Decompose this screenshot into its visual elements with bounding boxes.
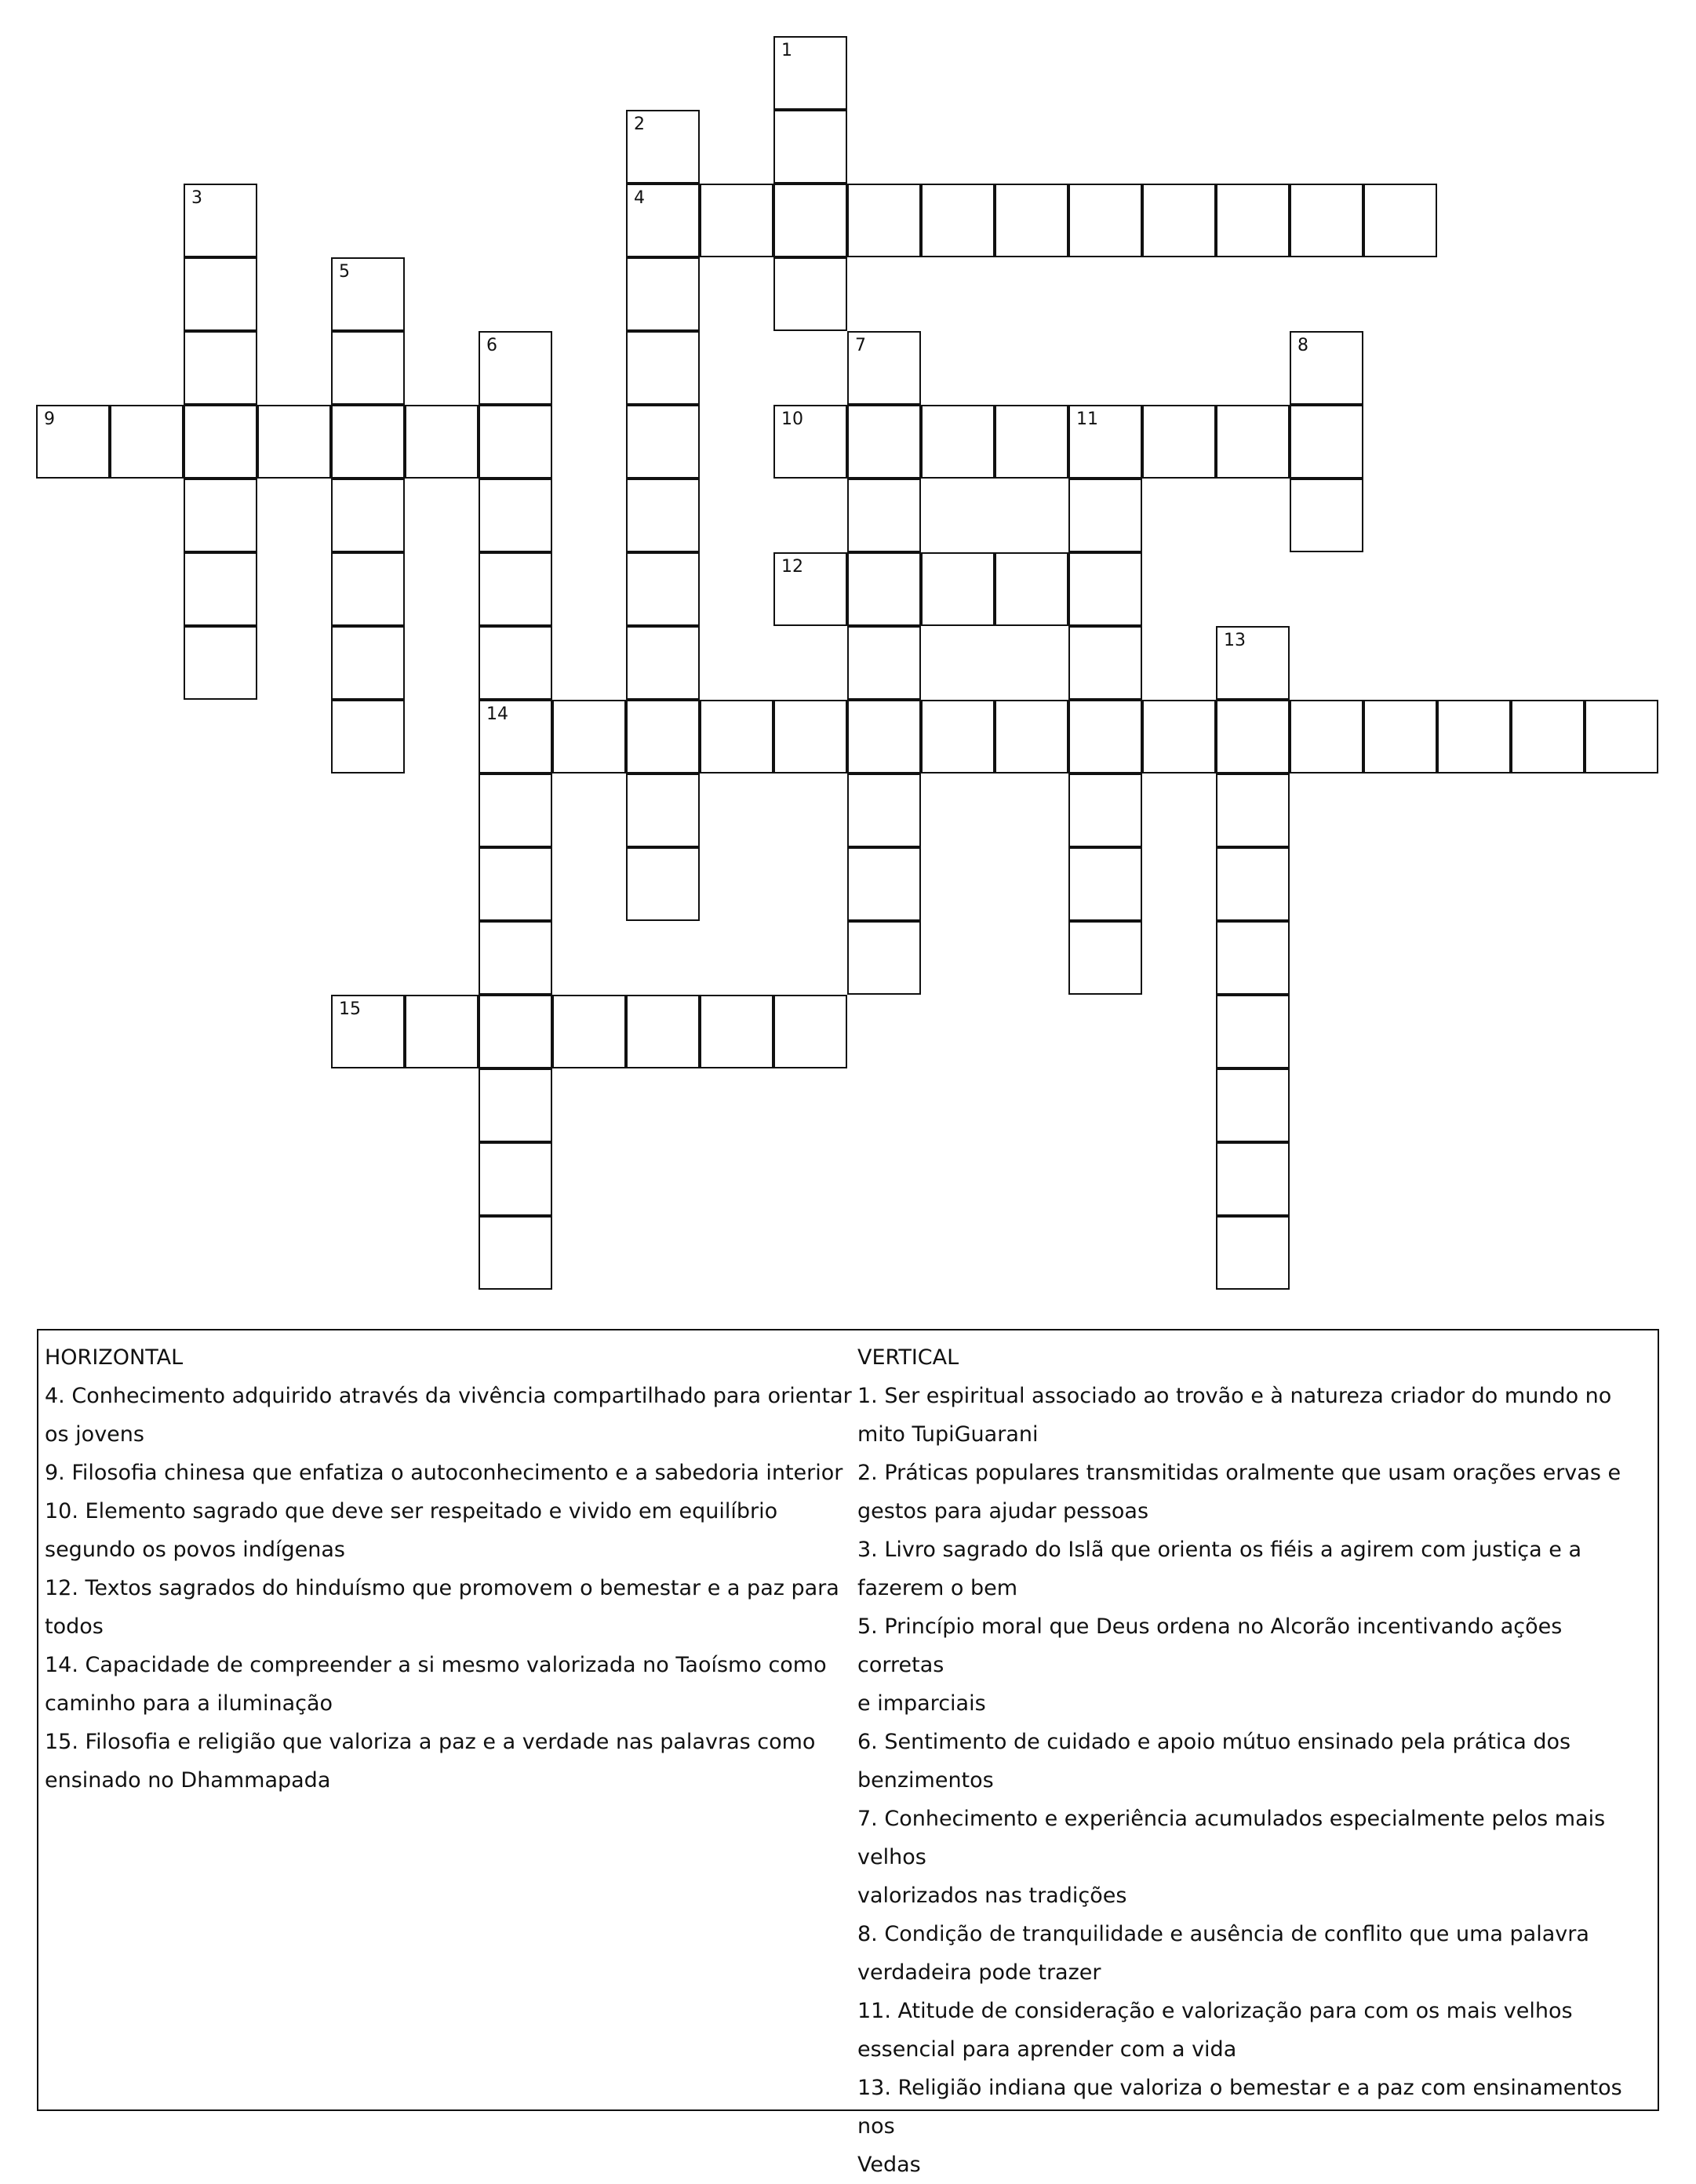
grid-cell[interactable] <box>1068 184 1142 257</box>
grid-cell[interactable] <box>847 921 921 995</box>
clue-number: 8 <box>1297 336 1308 355</box>
clue-line: 10. Elemento sagrado que deve ser respeitado e vivido em equilíbrio <box>45 1499 778 1523</box>
grid-cell[interactable] <box>1290 184 1363 257</box>
grid-cell[interactable] <box>1363 184 1437 257</box>
clue-line: 2. Práticas populares transmitidas oralmente que usam orações ervas e <box>857 1461 1621 1485</box>
grid-cell[interactable] <box>331 552 405 626</box>
grid-cell[interactable] <box>1290 700 1363 774</box>
grid-cell[interactable] <box>1216 1142 1290 1216</box>
grid-cell[interactable] <box>184 405 257 479</box>
grid-cell[interactable] <box>1437 700 1511 774</box>
clue-number: 11 <box>1076 410 1098 429</box>
grid-cell[interactable] <box>626 331 700 405</box>
clue-number: 3 <box>191 188 202 208</box>
grid-cell[interactable] <box>626 405 700 479</box>
grid-cell[interactable] <box>1585 700 1658 774</box>
grid-cell[interactable] <box>331 257 405 331</box>
grid-cell[interactable] <box>847 184 921 257</box>
grid-cell[interactable] <box>184 552 257 626</box>
grid-cell[interactable] <box>184 331 257 405</box>
grid-cell[interactable] <box>921 405 995 479</box>
grid-cell[interactable] <box>1068 626 1142 700</box>
grid-cell[interactable] <box>626 700 700 774</box>
grid-cell[interactable] <box>773 184 847 257</box>
grid-cell[interactable] <box>1216 405 1290 479</box>
clue-line: Vedas <box>857 2153 921 2177</box>
clue-line: benzimentos <box>857 1768 994 1793</box>
clue-number: 2 <box>634 115 645 134</box>
clue-line: 12. Textos sagrados do hinduísmo que promovem o bemestar e a paz para <box>45 1576 839 1600</box>
clue-line: 8. Condição de tranquilidade e ausência de conflito que uma palavra <box>857 1922 1589 1946</box>
grid-cell[interactable] <box>1216 700 1290 774</box>
horizontal-title: HORIZONTAL <box>45 1345 184 1370</box>
clue-number: 9 <box>44 410 55 429</box>
clue-line: 4. Conhecimento adquirido através da vivência compartilhado para orientar <box>45 1384 852 1408</box>
grid-cell[interactable] <box>995 552 1068 626</box>
clue-line: mito TupiGuarani <box>857 1422 1039 1447</box>
clue-line: caminho para a iluminação <box>45 1691 333 1716</box>
clue-number: 13 <box>1224 631 1246 650</box>
grid-cell[interactable] <box>331 995 405 1068</box>
grid-cell[interactable] <box>36 405 110 479</box>
grid-cell[interactable] <box>479 405 552 479</box>
grid-cell[interactable] <box>773 700 847 774</box>
clue-line: gestos para ajudar pessoas <box>857 1499 1149 1523</box>
grid-cell[interactable] <box>847 405 921 479</box>
grid-cell[interactable] <box>1068 921 1142 995</box>
grid-cell[interactable] <box>995 184 1068 257</box>
grid-cell[interactable] <box>1290 479 1363 552</box>
grid-cell[interactable] <box>700 700 773 774</box>
grid-cell[interactable] <box>626 626 700 700</box>
grid-cell[interactable] <box>1142 184 1216 257</box>
grid-cell[interactable] <box>552 995 626 1068</box>
grid-cell[interactable] <box>626 184 700 257</box>
clue-number: 1 <box>781 41 792 60</box>
grid-cell[interactable] <box>331 700 405 774</box>
grid-cell[interactable] <box>479 847 552 921</box>
grid-cell[interactable] <box>1216 921 1290 995</box>
grid-cell[interactable] <box>847 847 921 921</box>
grid-cell[interactable] <box>331 479 405 552</box>
grid-cell[interactable] <box>184 626 257 700</box>
grid-cell[interactable] <box>847 774 921 847</box>
clue-number: 7 <box>855 336 866 355</box>
clue-line: 1. Ser espiritual associado ao trovão e à natureza criador do mundo no <box>857 1384 1612 1408</box>
grid-cell[interactable] <box>626 995 700 1068</box>
grid-cell[interactable] <box>700 184 773 257</box>
grid-cell[interactable] <box>1216 847 1290 921</box>
grid-cell[interactable] <box>773 257 847 331</box>
grid-cell[interactable] <box>552 700 626 774</box>
grid-cell[interactable] <box>479 552 552 626</box>
clue-line: ensinado no Dhammapada <box>45 1768 331 1793</box>
clue-line: verdadeira pode trazer <box>857 1960 1101 1985</box>
grid-cell[interactable] <box>257 405 331 479</box>
grid-cell[interactable] <box>1068 774 1142 847</box>
clue-line: 11. Atitude de consideração e valorização para com os mais velhos <box>857 1999 1573 2023</box>
grid-cell[interactable] <box>626 552 700 626</box>
grid-cell[interactable] <box>479 995 552 1068</box>
grid-cell[interactable] <box>626 479 700 552</box>
grid-cell[interactable] <box>773 36 847 110</box>
clue-number: 12 <box>781 557 803 577</box>
grid-cell[interactable] <box>184 257 257 331</box>
grid-cell[interactable] <box>773 405 847 479</box>
grid-cell[interactable] <box>847 552 921 626</box>
grid-cell[interactable] <box>1511 700 1585 774</box>
grid-cell[interactable] <box>1216 1216 1290 1290</box>
grid-cell[interactable] <box>626 774 700 847</box>
grid-cell[interactable] <box>1216 995 1290 1068</box>
clue-line: fazerem o bem <box>857 1576 1017 1600</box>
grid-cell[interactable] <box>921 184 995 257</box>
grid-cell[interactable] <box>773 110 847 184</box>
clue-line: essencial para aprender com a vida <box>857 2037 1237 2062</box>
grid-cell[interactable] <box>479 1216 552 1290</box>
grid-cell[interactable] <box>847 626 921 700</box>
grid-cell[interactable] <box>405 405 479 479</box>
clue-line: 3. Livro sagrado do Islã que orienta os fiéis a agirem com justiça e a <box>857 1538 1581 1562</box>
grid-cell[interactable] <box>921 552 995 626</box>
grid-cell[interactable] <box>479 700 552 774</box>
clue-number: 14 <box>486 704 508 724</box>
grid-cell[interactable] <box>995 405 1068 479</box>
grid-cell[interactable] <box>1142 700 1216 774</box>
clue-number: 5 <box>339 262 350 282</box>
grid-cell[interactable] <box>626 847 700 921</box>
grid-cell[interactable] <box>1216 184 1290 257</box>
grid-cell[interactable] <box>479 626 552 700</box>
grid-cell[interactable] <box>479 1068 552 1142</box>
grid-cell[interactable] <box>995 700 1068 774</box>
grid-cell[interactable] <box>626 110 700 184</box>
grid-cell[interactable] <box>700 995 773 1068</box>
grid-cell[interactable] <box>1068 552 1142 626</box>
grid-cell[interactable] <box>847 479 921 552</box>
clue-number: 15 <box>339 999 361 1019</box>
grid-cell[interactable] <box>331 405 405 479</box>
grid-cell[interactable] <box>331 626 405 700</box>
grid-cell[interactable] <box>479 921 552 995</box>
grid-cell[interactable] <box>479 479 552 552</box>
grid-cell[interactable] <box>921 700 995 774</box>
clue-line: e imparciais <box>857 1691 986 1716</box>
clue-number: 6 <box>486 336 497 355</box>
grid-cell[interactable] <box>479 774 552 847</box>
grid-cell[interactable] <box>847 700 921 774</box>
clue-line: os jovens <box>45 1422 144 1447</box>
clue-line: 5. Princípio moral que Deus ordena no Alcorão incentivando ações corretas <box>857 1614 1563 1677</box>
clue-number: 10 <box>781 410 803 429</box>
horizontal-clues <box>45 1338 853 1800</box>
grid-cell[interactable] <box>184 479 257 552</box>
grid-cell[interactable] <box>110 405 184 479</box>
vertical-title: VERTICAL <box>857 1345 959 1370</box>
grid-cell[interactable] <box>1068 847 1142 921</box>
clue-line: 9. Filosofia chinesa que enfatiza o autoconhecimento e a sabedoria interior <box>45 1461 843 1485</box>
clue-line: valorizados nas tradições <box>857 1884 1127 1908</box>
clue-line: 6. Sentimento de cuidado e apoio mútuo ensinado pela prática dos <box>857 1730 1571 1754</box>
grid-cell[interactable] <box>1216 774 1290 847</box>
grid-cell[interactable] <box>405 995 479 1068</box>
grid-cell[interactable] <box>1216 1068 1290 1142</box>
grid-cell[interactable] <box>479 331 552 405</box>
grid-cell[interactable] <box>626 257 700 331</box>
grid-cell[interactable] <box>1068 700 1142 774</box>
grid-cell[interactable] <box>479 1142 552 1216</box>
clue-line: todos <box>45 1614 104 1639</box>
clues-box <box>37 1329 1659 2177</box>
clue-line: segundo os povos indígenas <box>45 1538 345 1562</box>
clue-line: 15. Filosofia e religião que valoriza a paz e a verdade nas palavras como <box>45 1730 816 1754</box>
vertical-clues <box>857 1338 1654 2184</box>
grid-cell[interactable] <box>773 995 847 1068</box>
clue-line: 14. Capacidade de compreender a si mesmo valorizada no Taoísmo como <box>45 1653 827 1677</box>
grid-cell[interactable] <box>1068 479 1142 552</box>
grid-cell[interactable] <box>1290 405 1363 479</box>
grid-cell[interactable] <box>1290 331 1363 405</box>
grid-cell[interactable] <box>773 552 847 626</box>
grid-cell[interactable] <box>847 331 921 405</box>
clue-line: 13. Religião indiana que valoriza o bemestar e a paz com ensinamentos nos <box>857 2076 1622 2138</box>
grid-cell[interactable] <box>1363 700 1437 774</box>
clue-line: 7. Conhecimento e experiência acumulados especialmente pelos mais velhos <box>857 1807 1606 1869</box>
grid-cell[interactable] <box>1142 405 1216 479</box>
grid-cell[interactable] <box>1216 626 1290 700</box>
grid-cell[interactable] <box>1068 405 1142 479</box>
grid-cell[interactable] <box>184 184 257 257</box>
clue-number: 4 <box>634 188 645 208</box>
grid-cell[interactable] <box>331 331 405 405</box>
